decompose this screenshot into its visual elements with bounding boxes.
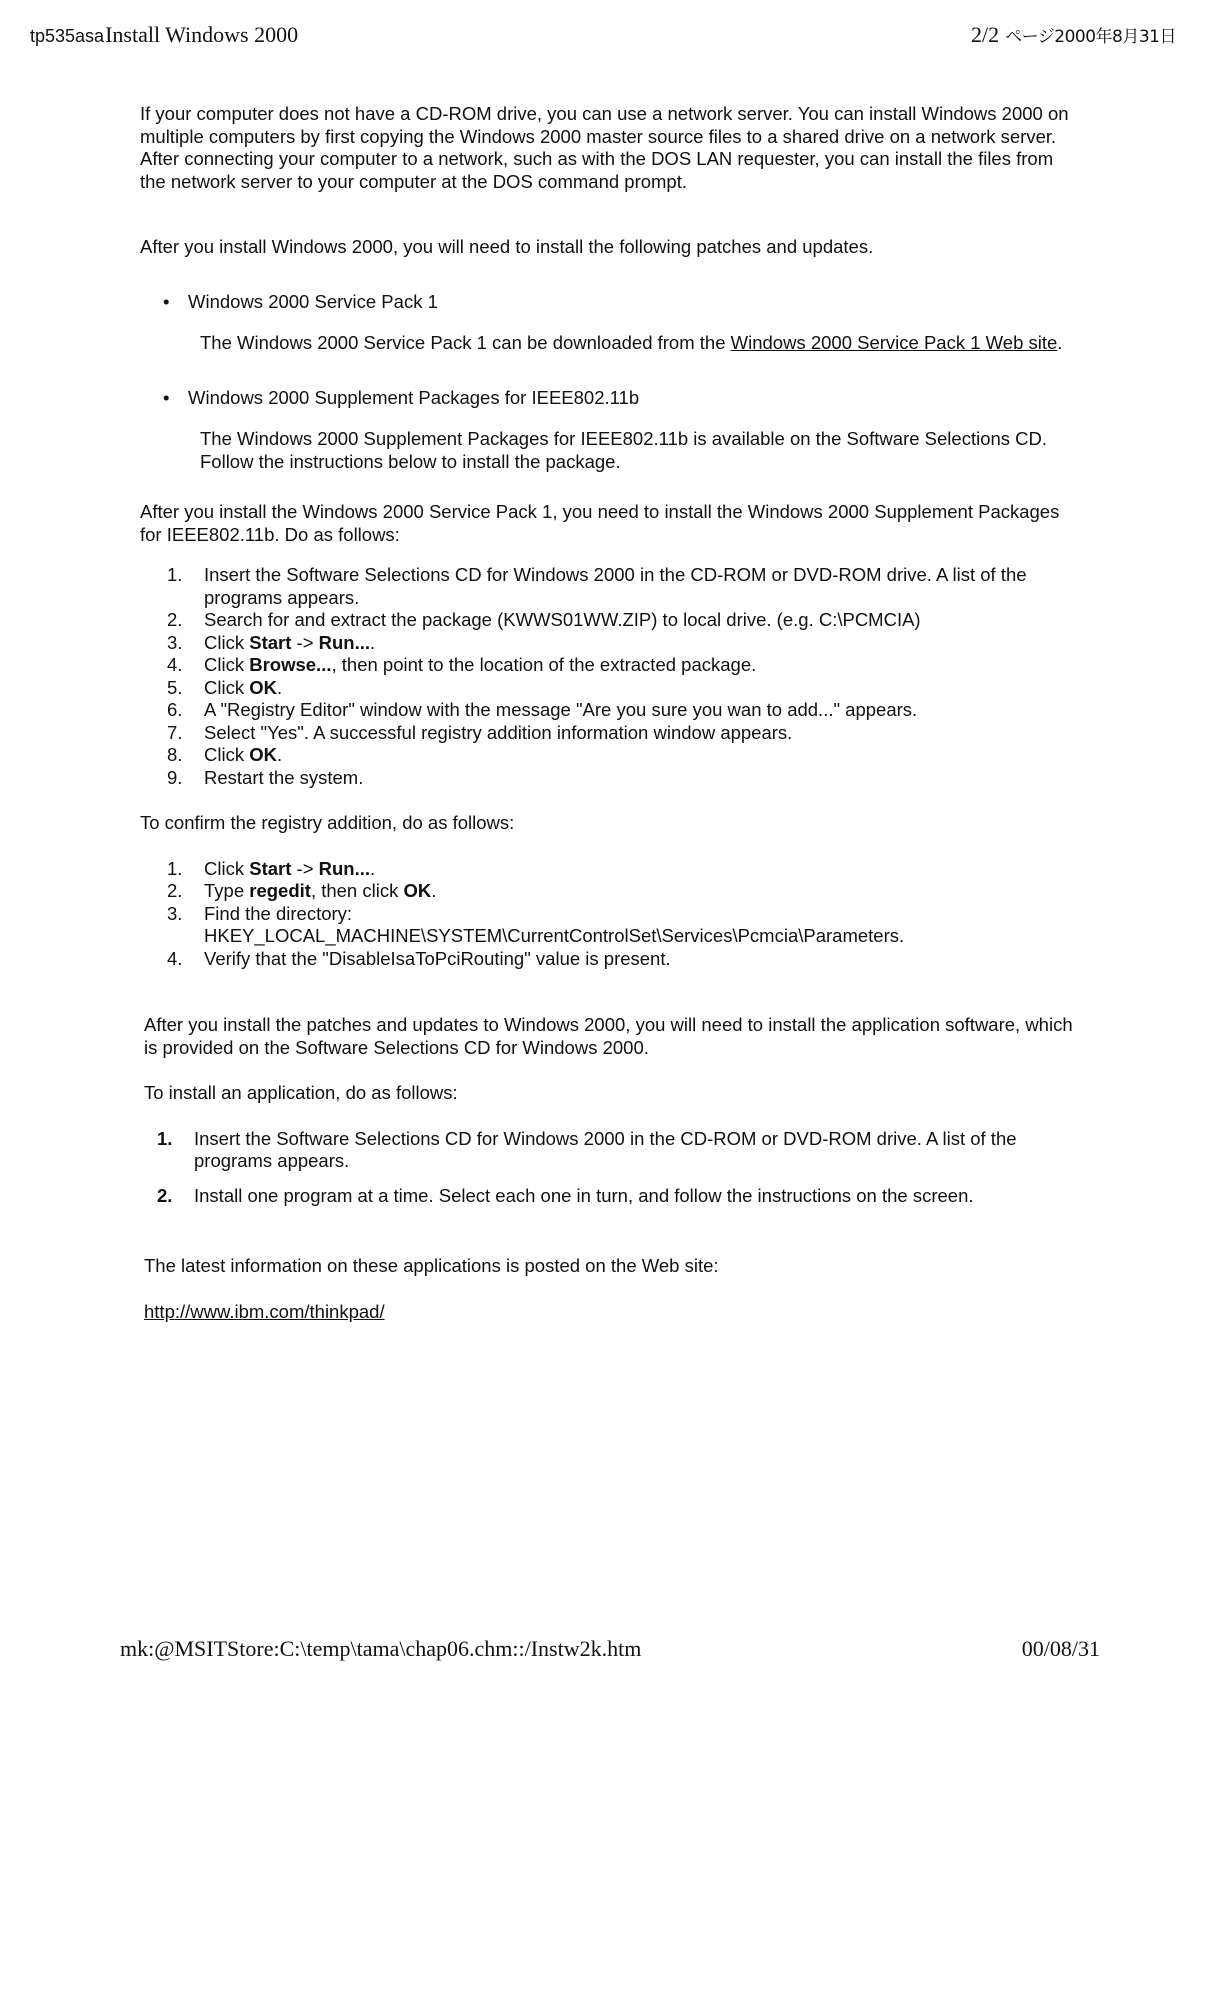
step-text: Install one program at a time. Select each one in turn, and follow the instructions on the screen. [194,1184,974,1206]
header-code: tp535asa [30,26,105,46]
bullet-supplement-desc: The Windows 2000 Supplement Packages for IEEE802.11b is available on the Software Selections CD. Follow the instructions below to install the package. [200,428,1048,472]
step-text: Insert the Software Selections CD for Windows 2000 in the CD-ROM or DVD-ROM drive. A list of the programs appears. [204,564,1027,608]
ok-label: OK [249,744,277,765]
browse-label: Browse... [249,654,332,675]
list-item: 1. Click Start -> Run.... [167,857,376,879]
header-date-stamp: ページ2000年8月31日 [1005,27,1176,47]
latest-info: The latest information on these applications is posted on the Web site: [144,1255,719,1276]
step-text: Verify that the "DisableIsaToPciRouting" value is present. [204,947,671,969]
bullet-service-pack [140,291,1080,355]
patches-intro: After you install Windows 2000, you will need to install the following patches and updates. [140,236,874,257]
confirm-intro: To confirm the registry addition, do as follows: [140,812,515,833]
header-title: Install Windows 2000 [105,22,299,47]
bullet-dot: • [163,386,170,408]
start-label: Start [249,857,292,879]
bullet-dot: • [163,290,170,312]
patches-list [140,291,1080,474]
install-app-intro: To install an application, do as follows: [144,1082,458,1103]
step-text: Find the directory: [204,902,353,924]
list-item: 5. Click OK. [167,676,283,698]
ok-label: OK [249,676,277,698]
list-item: 7. Select "Yes". A successful registry addition information window appears. [167,721,793,743]
list-item: 6. A "Registry Editor" window with the message "Are you sure you wan to add..." appears. [167,699,918,720]
step-text: Search for and extract the package (KWWS01WW.ZIP) to local drive. (e.g. C:\PCMCIA) [204,609,921,630]
document-body [140,103,1080,1323]
supplement-intro: After you install the Windows 2000 Service Pack 1, you need to install the Windows 2000 Supplement Packages for IEEE802.11b. Do as follows: [140,501,1060,545]
registry-path: HKEY_LOCAL_MACHINE\SYSTEM\CurrentControlSet\Services\Pcmcia\Parameters. [204,925,905,946]
list-item: 8. Click OK. [167,744,283,765]
service-pack-web-site-link[interactable]: Windows 2000 Service Pack 1 Web site [730,332,1058,353]
step-text: Restart the system. [204,766,364,788]
supplement-steps [140,564,1080,789]
bullet-service-pack-desc [188,332,1080,355]
install-app-steps [140,1128,1080,1208]
step-text: Select "Yes". A successful registry addition information window appears. [204,721,793,743]
bullet-supplement-title: Windows 2000 Supplement Packages for IEEE802.11b [188,386,640,408]
apps-intro: After you install the patches and updates to Windows 2000, you will need to install the application software, which is provided on the Software Selections CD for Windows 2000. [144,1014,1073,1058]
list-item: 1. Insert the Software Selections CD for Windows 2000 in the CD-ROM or DVD-ROM drive. A list of the programs appears. [167,564,1027,608]
bullet-supplement-packages [140,387,1080,474]
ibm-thinkpad-link[interactable]: http://www.ibm.com/thinkpad/ [144,1300,385,1322]
intro-paragraph: If your computer does not have a CD-ROM drive, you can use a network server. You can install Windows 2000 on multiple computers by first copying the Windows 2000 master source files to a shared drive on a network server. After connecting your computer to a network, such as with the DOS LAN requester, you can install the files from the network server to your computer at the DOS command prompt. [140,103,1069,192]
step-text: A "Registry Editor" window with the message "Are you sure you wan to add..." appears. [204,699,918,720]
desc-period: . [1057,332,1063,353]
desc-text: The Windows 2000 Service Pack 1 can be downloaded from the [200,332,731,353]
list-item: 2. Search for and extract the package (KWWS01WW.ZIP) to local drive. (e.g. C:\PCMCIA) [167,609,921,630]
run-label: Run... [318,857,371,879]
step-text: Insert the Software Selections CD for Windows 2000 in the CD-ROM or DVD-ROM drive. A list of the programs appears. [194,1127,1017,1171]
page-footer [0,1636,1224,1666]
list-item: 9. Restart the system. [167,766,364,788]
header-page-number: 2/2 [971,22,1000,47]
run-label: Run... [318,631,371,653]
confirm-steps [140,858,1080,971]
header-left [30,22,298,48]
ibm-link-paragraph [140,1301,1080,1324]
footer-date: 00/08/31 [1021,1636,1100,1661]
list-item: 4. Click Browse..., then point to the location of the extracted package. [167,654,757,675]
start-label: Start [249,631,292,653]
page-header [0,20,1224,50]
ok-label: OK [403,880,432,901]
header-right [971,22,1176,48]
list-item: 4. Verify that the "DisableIsaToPciRouting" value is present. [167,947,671,969]
bullet-service-pack-title: Windows 2000 Service Pack 1 [188,290,438,312]
regedit-label: regedit [249,880,311,901]
list-item: 2. Install one program at a time. Select each one in turn, and follow the instructions on the screen. [157,1184,974,1206]
list-item: 3. Click Start -> Run.... [167,631,376,653]
list-item: 1. Insert the Software Selections CD for Windows 2000 in the CD-ROM or DVD-ROM drive. A list of the programs appears. [157,1127,1017,1171]
list-item: 3. Find the directory: HKEY_LOCAL_MACHINE\SYSTEM\CurrentControlSet\Services\Pcmcia\Parameters. [167,902,905,946]
footer-path: mk:@MSITStore:C:\temp\tama\chap06.chm::/Instw2k.htm [120,1636,642,1661]
list-item: 2. Type regedit, then click OK. [167,880,437,901]
